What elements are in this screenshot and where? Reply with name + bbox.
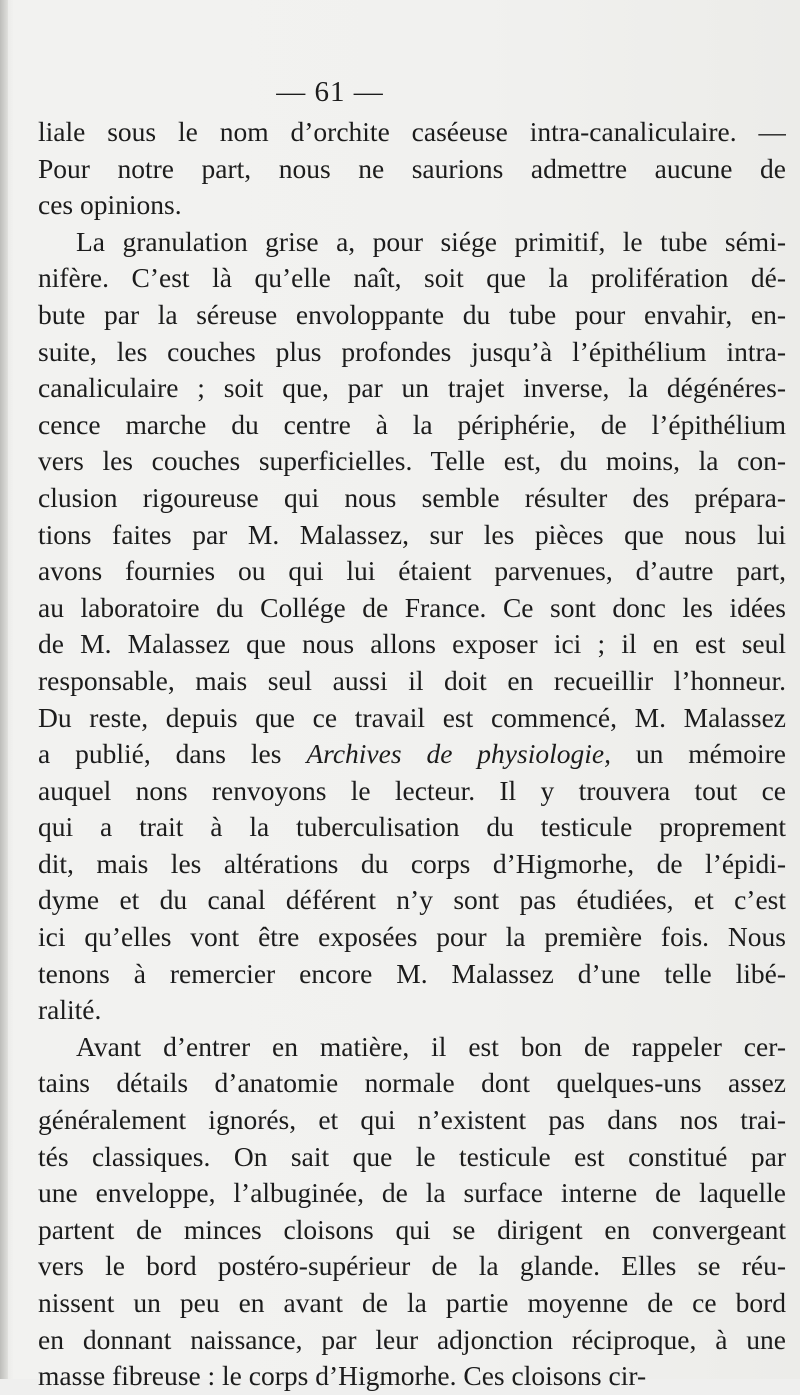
text-line: Avant d’entrer en matière, il est bon de rappeler cer- (76, 1030, 786, 1062)
text-line: dit, mais les altérations du corps d’Higmorhe, de l’épidi- (38, 847, 786, 879)
text-line: tains détails d’anatomie normale dont quelques-uns assez (38, 1067, 786, 1099)
text-line: Pour notre part, nous ne saurions admettre aucune de (38, 152, 786, 184)
paragraph (38, 224, 786, 1029)
text-line: ces opinions. (38, 189, 182, 221)
text-line: responsable, mais seul aussi il doit en recueillir l’honneur. (38, 664, 786, 696)
text-line: tés classiques. On sait que le testicule est constitué par (38, 1140, 786, 1172)
text-line: cence marche du centre à la périphérie, de l’épithélium (38, 408, 786, 440)
page-number-header: — 61 — (276, 76, 384, 108)
text-line: suite, les couches plus profondes jusqu’à l’épithélium intra- (38, 335, 786, 367)
text-line: une enveloppe, l’albuginée, de la surface interne de laquelle (38, 1177, 786, 1209)
journal-title: Archives de physiologie, (306, 738, 611, 770)
text-line: tions faites par M. Malassez, sur les pièces que nous lui (38, 518, 786, 550)
text-line: avons fournies ou qui lui étaient parvenues, d’autre part, (38, 555, 786, 587)
text-line (38, 736, 786, 773)
text-line: ralité. (38, 994, 102, 1026)
text-line: canaliculaire ; soit que, par un trajet inverse, la dégénéres- (38, 372, 786, 404)
text-line: masse fibreuse : le corps d’Higmorhe. Ces cloisons cir- (38, 1360, 647, 1392)
text-line: La granulation grise a, pour siége primitif, le tube sémi- (76, 225, 786, 257)
binding-edge (0, 0, 8, 1379)
text-line: partent de minces cloisons qui se dirigent en convergeant (38, 1213, 786, 1245)
text-line: au laboratoire du Collége de France. Ce sont donc les idées (38, 591, 786, 623)
text-line: vers les couches superficielles. Telle est, du moins, la con- (38, 445, 786, 477)
text-line: bute par la séreuse envoloppante du tube pour envahir, en- (38, 298, 786, 330)
paragraph (38, 114, 786, 224)
body-text (38, 114, 786, 1395)
text-line: de M. Malassez que nous allons exposer ici ; il en est seul (38, 628, 786, 660)
text-line: liale sous le nom d’orchite caséeuse intra-canaliculaire. — (38, 116, 786, 147)
text-segment: a publié, dans les (38, 738, 307, 770)
text-line: Du reste, depuis que ce travail est commencé, M. Malassez (38, 701, 786, 733)
text-line: nifère. C’est là qu’elle naît, soit que la prolifération dé- (38, 262, 786, 294)
text-segment: un mémoire (610, 738, 786, 770)
text-line: tenons à remercier encore M. Malassez d’une telle libé- (38, 957, 786, 989)
text-line: qui a trait à la tuberculisation du testicule proprement (38, 811, 786, 843)
paragraph (38, 1029, 786, 1395)
text-line: nissent un peu en avant de la partie moyenne de ce bord (38, 1287, 786, 1318)
text-line: vers le bord postéro-supérieur de la glande. Elles se réu- (38, 1250, 786, 1282)
text-line: généralement ignorés, et qui n’existent pas dans nos trai- (38, 1104, 786, 1136)
text-line: clusion rigoureuse qui nous semble résulter des prépara- (38, 481, 786, 513)
text-line: auquel nons renvoyons le lecteur. Il y trouvera tout ce (38, 774, 786, 806)
text-line: en donnant naissance, par leur adjonction réciproque, à une (38, 1323, 786, 1355)
text-line: ici qu’elles vont être exposées pour la première fois. Nous (38, 921, 786, 953)
text-line: dyme et du canal déférent n’y sont pas étudiées, et c’est (38, 884, 786, 916)
